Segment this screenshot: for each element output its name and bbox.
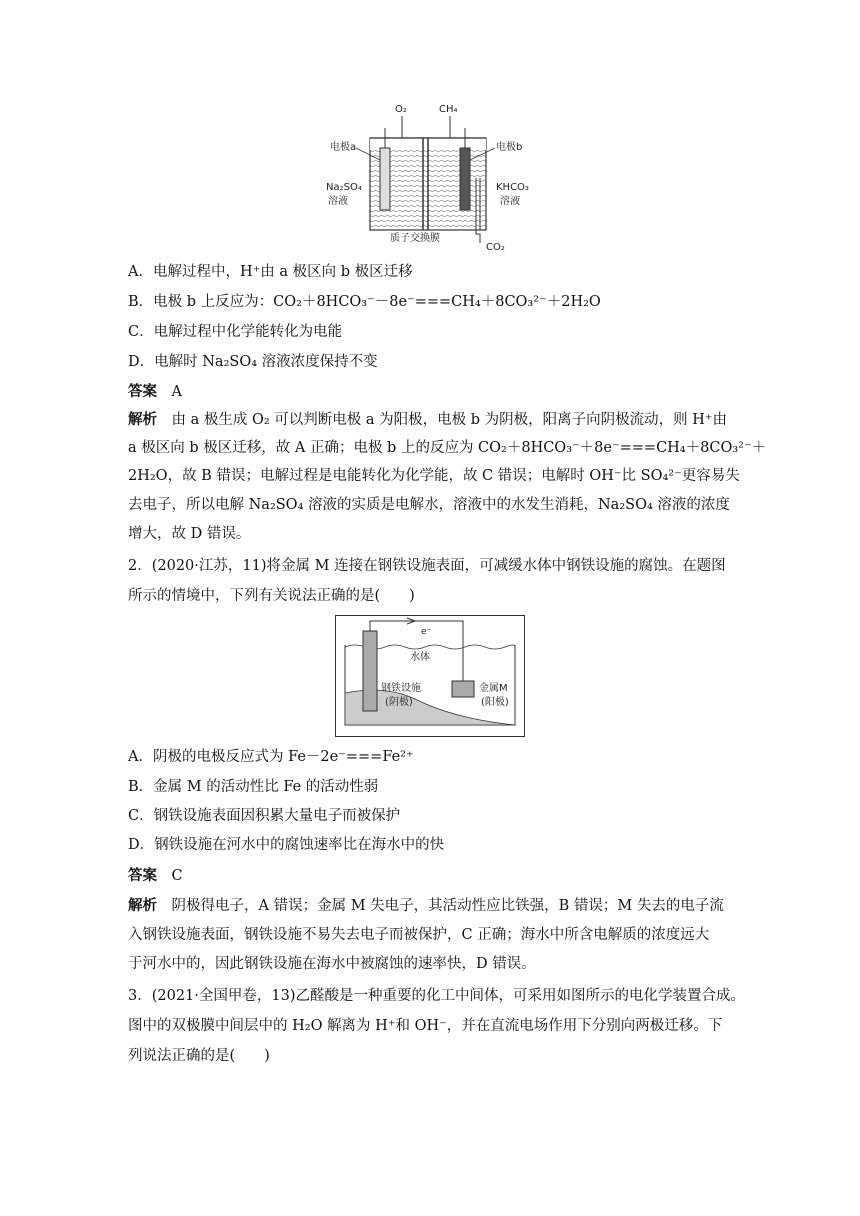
q2-stem-line-1: 2．(2020·江苏，11)将金属 M 连接在钢铁设施表面，可减缓水体中钢铁设施的腐蚀。在题图 (128, 558, 726, 574)
q1-analysis-line-4: 去电子，所以电解 Na₂SO₄ 溶液的实质是电解水，溶液中的水发生消耗，Na₂SO₄ 溶液的浓度 (128, 497, 730, 513)
q1-option-b: B．电极 b 上反应为：CO₂＋8HCO₃⁻－8e⁻===CH₄＋8CO₃²⁻＋2H₂O (128, 294, 601, 310)
q1-option-d: D．电解时 Na₂SO₄ 溶液浓度保持不变 (128, 354, 378, 370)
khco3-label: KHCO₃ (496, 182, 529, 193)
electrode-a-label: 电极a (330, 142, 357, 153)
q2-analysis-line-1: 解析 阴极得电子，A 错误；金属 M 失电子，其活动性应比铁强，B 错误；M 失去的电子流 (128, 898, 724, 914)
na2so4-label: Na₂SO₄ (326, 182, 362, 193)
left-solution-label: 溶液 (328, 196, 348, 207)
q1-analysis-line-5: 增大，故 D 错误。 (128, 526, 251, 542)
electrode-b-label: 电极b (496, 142, 523, 153)
q2-analysis-line-2: 入钢铁设施表面，钢铁设施不易失去电子而被保护，C 正确；海水中所含电解质的浓度远大 (128, 927, 710, 943)
answer-value: A (171, 384, 182, 400)
sacrificial-anode-diagram (335, 615, 525, 737)
metal-anode-label: (阳极) (481, 697, 509, 708)
analysis-label: 解析 (128, 412, 157, 428)
right-solution-label: 溶液 (500, 196, 520, 207)
q1-analysis-line-2: a 极区向 b 极区迁移，故 A 正确；电极 b 上的反应为 CO₂＋8HCO₃⁻＋8e⁻===CH₄＋8CO₃²⁻＋ (128, 440, 767, 456)
answer-label: 答案 (128, 868, 157, 884)
metal-m-shape (452, 681, 474, 697)
answer-value: C (171, 868, 183, 884)
membrane-label: 质子交换膜 (390, 233, 440, 244)
electrolysis-cell-diagram (320, 98, 550, 258)
q1-option-c: C．电解过程中化学能转化为电能 (128, 324, 343, 340)
electron-label: e⁻ (421, 627, 432, 637)
q3-stem-line-1: 3．(2021·全国甲卷，13)乙醛酸是一种重要的化工中间体，可采用如图所示的电化学装置合成。 (128, 988, 745, 1004)
q1-option-a: A．电解过程中，H⁺由 a 极区向 b 极区迁移 (128, 264, 413, 280)
water-label: 水体 (410, 652, 430, 663)
steel-cathode-label: (阴极) (385, 697, 413, 708)
figure-electrolysis-cell (320, 98, 550, 258)
q1-analysis-line-1: 解析 由 a 极生成 O₂ 可以判断电极 a 为阳极，电极 b 为阴极，阳离子向阴极流动，则 H⁺由 (128, 412, 728, 428)
q1-analysis-line-3: 2H₂O，故 B 错误；电解过程是电能转化为化学能，故 C 错误；电解时 OH⁻比 SO₄²⁻更容易失 (128, 468, 740, 484)
q2-option-d: D．钢铁设施在河水中的腐蚀速率比在海水中的快 (128, 837, 445, 853)
q2-option-c: C．钢铁设施表面因积累大量电子而被保护 (128, 808, 401, 824)
q2-option-b: B．金属 M 的活动性比 Fe 的活动性弱 (128, 779, 379, 795)
q1-answer (128, 382, 182, 402)
co2-label: CO₂ (486, 242, 505, 253)
figure-sacrificial-anode (335, 615, 525, 737)
answer-label: 答案 (128, 384, 157, 400)
ch4-label: CH₄ (439, 104, 458, 115)
q3-stem-line-3: 列说法正确的是( ) (128, 1048, 270, 1064)
o2-label: O₂ (395, 104, 407, 115)
analysis-label: 解析 (128, 898, 157, 914)
steel-structure-shape (363, 631, 377, 711)
q3-stem-line-2: 图中的双极膜中间层中的 H₂O 解离为 H⁺和 OH⁻，并在直流电场作用下分别向两极迁移。下 (128, 1018, 723, 1034)
q2-option-a: A．阴极的电极反应式为 Fe－2e⁻===Fe²⁺ (128, 749, 414, 765)
q2-answer (128, 866, 183, 886)
metal-label: 金属M (479, 683, 508, 694)
electrode-b-shape (460, 148, 470, 210)
steel-label: 钢铁设施 (381, 683, 421, 694)
q2-stem-line-2: 所示的情境中，下列有关说法正确的是( ) (128, 588, 415, 604)
q2-analysis-line-3: 于河水中的，因此钢铁设施在海水中被腐蚀的速率快，D 错误。 (128, 956, 536, 972)
electrode-a-shape (380, 148, 390, 210)
